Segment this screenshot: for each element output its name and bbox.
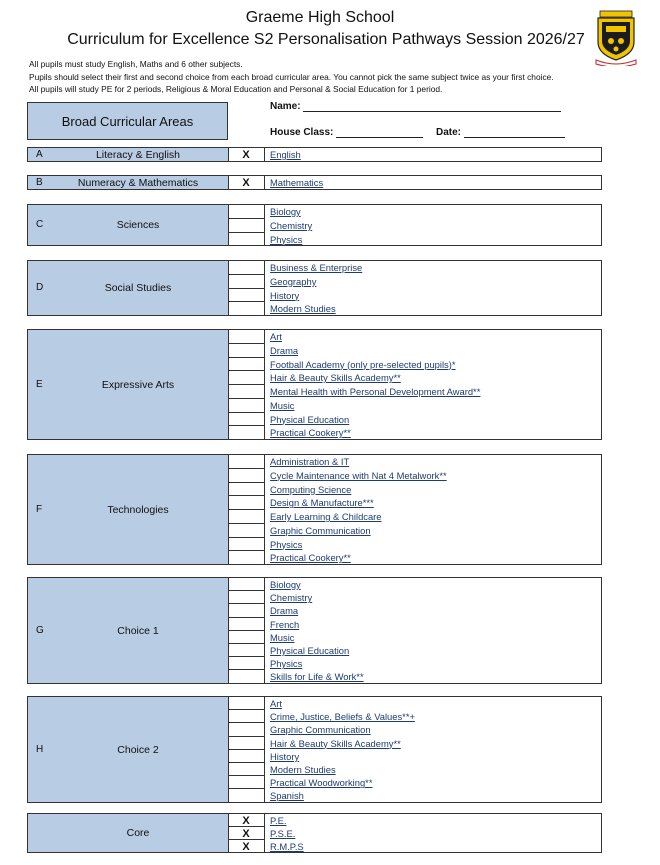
- subject-link[interactable]: History: [270, 289, 300, 301]
- house-class-field[interactable]: [270, 127, 423, 138]
- choice-checkbox-cell[interactable]: [228, 219, 264, 233]
- selected-mark: X: [242, 827, 250, 840]
- subject-link[interactable]: Mental Health with Personal Development Award**: [270, 386, 481, 397]
- area-letter: A: [36, 148, 43, 160]
- area-letter: B: [36, 176, 43, 188]
- choice-checkbox-cell[interactable]: [228, 469, 264, 483]
- subject-link[interactable]: Art: [270, 698, 282, 709]
- subject-link[interactable]: Cycle Maintenance with Nat 4 Metalwork**: [270, 469, 447, 481]
- subject-link[interactable]: P.S.E.: [270, 828, 296, 839]
- subject-link[interactable]: Physical Education: [270, 413, 350, 425]
- subject-link[interactable]: Practical Cookery**: [270, 552, 351, 564]
- selected-mark: X: [242, 176, 250, 189]
- area-letter: C: [36, 219, 44, 230]
- column-divider: [264, 261, 265, 315]
- instruction-line: All pupils must study English, Maths and 6 other subjects.: [29, 59, 243, 69]
- subject-link[interactable]: French: [270, 618, 300, 630]
- choice-checkbox-cell[interactable]: [228, 413, 264, 427]
- area-name: Numeracy & Mathematics: [77, 176, 199, 189]
- area-section-e: [27, 329, 602, 440]
- area-section-a: [27, 147, 602, 162]
- choice-checkbox-cell[interactable]: [228, 358, 264, 372]
- area-section-core: [27, 813, 602, 853]
- broad-curricular-areas-header: Broad Curricular Areas: [27, 102, 228, 140]
- subject-link[interactable]: P.E.: [270, 815, 287, 826]
- subject-link[interactable]: Biology: [270, 579, 301, 590]
- subject-link[interactable]: Biology: [270, 206, 301, 217]
- choice-checkbox-cell[interactable]: [228, 618, 264, 631]
- subject-link[interactable]: Physics: [270, 233, 303, 245]
- column-divider: [264, 176, 265, 189]
- subject-link[interactable]: Physics: [270, 658, 303, 670]
- instructions: [29, 58, 554, 96]
- date-field[interactable]: [436, 127, 565, 138]
- subject-link[interactable]: English: [270, 149, 301, 160]
- choice-checkbox-cell[interactable]: [228, 644, 264, 657]
- area-section-h: [27, 696, 602, 803]
- name-field[interactable]: [270, 101, 561, 112]
- subject-link[interactable]: Drama: [270, 344, 299, 356]
- choice-checkbox-cell[interactable]: [228, 723, 264, 736]
- subject-link[interactable]: Chemistry: [270, 219, 313, 231]
- subject-link[interactable]: Mathematics: [270, 177, 324, 188]
- instruction-line: Pupils should select their first and second choice from each broad curricular area. You cannot pick the same subject twice as your first choice.: [29, 71, 554, 82]
- choice-checkbox-cell[interactable]: [228, 426, 264, 440]
- choice-checkbox-cell[interactable]: [228, 385, 264, 399]
- subject-link[interactable]: Spanish: [270, 790, 304, 802]
- area-name: Expressive Arts: [101, 378, 175, 391]
- choice-checkbox-cell[interactable]: [228, 551, 264, 565]
- choice-checkbox-cell[interactable]: [228, 399, 264, 413]
- subject-link[interactable]: Practical Woodworking**: [270, 777, 373, 789]
- area-name: Core: [126, 827, 150, 839]
- subject-link[interactable]: Football Academy (only pre-selected pupils)*: [270, 358, 456, 370]
- area-letter: G: [36, 624, 44, 636]
- subject-link[interactable]: Early Learning & Childcare: [270, 511, 382, 522]
- area-name: Choice 1: [117, 624, 159, 637]
- selected-mark: X: [242, 814, 250, 827]
- subject-link[interactable]: Physical Education: [270, 645, 350, 656]
- subject-link[interactable]: Modern Studies: [270, 303, 336, 315]
- area-letter: D: [36, 282, 44, 293]
- choice-checkbox-cell[interactable]: [228, 483, 264, 497]
- name-label: Name:: [270, 101, 301, 112]
- area-name: Social Studies: [104, 282, 172, 294]
- choice-checkbox-cell[interactable]: [228, 455, 264, 469]
- subject-link[interactable]: Administration & IT: [270, 456, 350, 467]
- subject-link[interactable]: Computing Science: [270, 483, 352, 495]
- subject-link[interactable]: R.M.P.S: [270, 841, 304, 852]
- choice-checkbox-cell[interactable]: [228, 578, 264, 591]
- subject-link[interactable]: Physics: [270, 538, 303, 550]
- house-class-line[interactable]: [336, 127, 423, 138]
- area-section-d: [27, 260, 602, 316]
- choice-checkbox-cell[interactable]: [228, 657, 264, 670]
- date-line[interactable]: [464, 127, 565, 138]
- subject-link[interactable]: Hair & Beauty Skills Academy**: [270, 372, 401, 384]
- page-title: Curriculum for Excellence S2 Personalisation Pathways Session 2026/27: [67, 31, 585, 48]
- school-crest-icon: [594, 8, 638, 66]
- school-name: Graeme High School: [245, 9, 395, 26]
- area-letter: F: [36, 503, 43, 515]
- subject-link[interactable]: Business & Enterprise: [270, 262, 363, 273]
- choice-checkbox-cell[interactable]: [228, 789, 264, 802]
- column-divider: [264, 697, 265, 802]
- choice-checkbox-cell[interactable]: [228, 697, 264, 710]
- subject-link[interactable]: Graphic Communication: [270, 724, 371, 736]
- subject-link[interactable]: Hair & Beauty Skills Academy**: [270, 737, 401, 749]
- choice-checkbox-cell[interactable]: [228, 233, 264, 247]
- subject-link[interactable]: Drama: [270, 605, 299, 617]
- choice-checkbox-cell[interactable]: [228, 750, 264, 763]
- choice-checkbox-cell[interactable]: [228, 763, 264, 776]
- column-divider: [264, 455, 265, 564]
- area-name: Technologies: [107, 503, 169, 516]
- subject-link[interactable]: Chemistry: [270, 592, 313, 604]
- area-letter: H: [36, 743, 44, 755]
- subject-link[interactable]: Practical Cookery**: [270, 427, 351, 439]
- choice-checkbox-cell[interactable]: [228, 538, 264, 552]
- column-divider: [264, 330, 265, 439]
- house-class-label: House Class:: [270, 127, 334, 138]
- subject-link[interactable]: Modern Studies: [270, 764, 336, 775]
- date-label: Date:: [436, 127, 462, 138]
- choice-checkbox-cell[interactable]: [228, 289, 264, 303]
- subject-link[interactable]: Crime, Justice, Beliefs & Values**+: [270, 711, 415, 723]
- subject-link[interactable]: Skills for Life & Work**: [270, 671, 364, 683]
- choice-checkbox-cell[interactable]: [228, 591, 264, 604]
- subject-link[interactable]: Music: [270, 399, 295, 411]
- area-section-g: [27, 577, 602, 684]
- choice-checkbox-cell[interactable]: [228, 275, 264, 289]
- area-letter: E: [36, 378, 43, 390]
- choice-checkbox-cell[interactable]: [228, 670, 264, 683]
- choice-checkbox-cell[interactable]: [228, 371, 264, 385]
- area-section-b: [27, 175, 602, 190]
- subject-link[interactable]: History: [270, 750, 300, 762]
- choice-checkbox-cell[interactable]: [228, 510, 264, 524]
- name-line[interactable]: [303, 101, 561, 112]
- choice-checkbox-cell[interactable]: [228, 496, 264, 510]
- subject-link[interactable]: Geography: [270, 275, 317, 287]
- choice-checkbox-cell[interactable]: [228, 261, 264, 275]
- choice-checkbox-cell[interactable]: [228, 330, 264, 344]
- area-section-f: [27, 454, 602, 565]
- column-divider: [264, 578, 265, 683]
- area-name: Sciences: [116, 219, 160, 231]
- area-name: Choice 2: [117, 743, 159, 756]
- subject-link[interactable]: Design & Manufacture***: [270, 497, 374, 509]
- area-section-c: [27, 204, 602, 246]
- choice-checkbox-cell[interactable]: [228, 737, 264, 750]
- choice-checkbox-cell[interactable]: [228, 631, 264, 644]
- choice-checkbox-cell[interactable]: [228, 776, 264, 789]
- selected-mark: X: [242, 840, 250, 853]
- column-divider: [264, 814, 265, 852]
- area-name: Literacy & English: [95, 148, 181, 161]
- subject-link[interactable]: Music: [270, 631, 295, 643]
- choice-checkbox-cell[interactable]: [228, 302, 264, 316]
- choice-checkbox-cell[interactable]: [228, 710, 264, 723]
- subject-link[interactable]: Art: [270, 331, 282, 342]
- column-divider: [264, 148, 265, 161]
- instruction-line: All pupils will study PE for 2 periods, Religious & Moral Education and Personal & Social Education for 1 period.: [29, 84, 443, 94]
- selected-mark: X: [242, 148, 250, 161]
- subject-link[interactable]: Graphic Communication: [270, 524, 371, 536]
- choice-checkbox-cell[interactable]: [228, 604, 264, 617]
- choice-checkbox-cell[interactable]: [228, 205, 264, 219]
- column-divider: [264, 205, 265, 245]
- choice-checkbox-cell[interactable]: [228, 344, 264, 358]
- choice-checkbox-cell[interactable]: [228, 524, 264, 538]
